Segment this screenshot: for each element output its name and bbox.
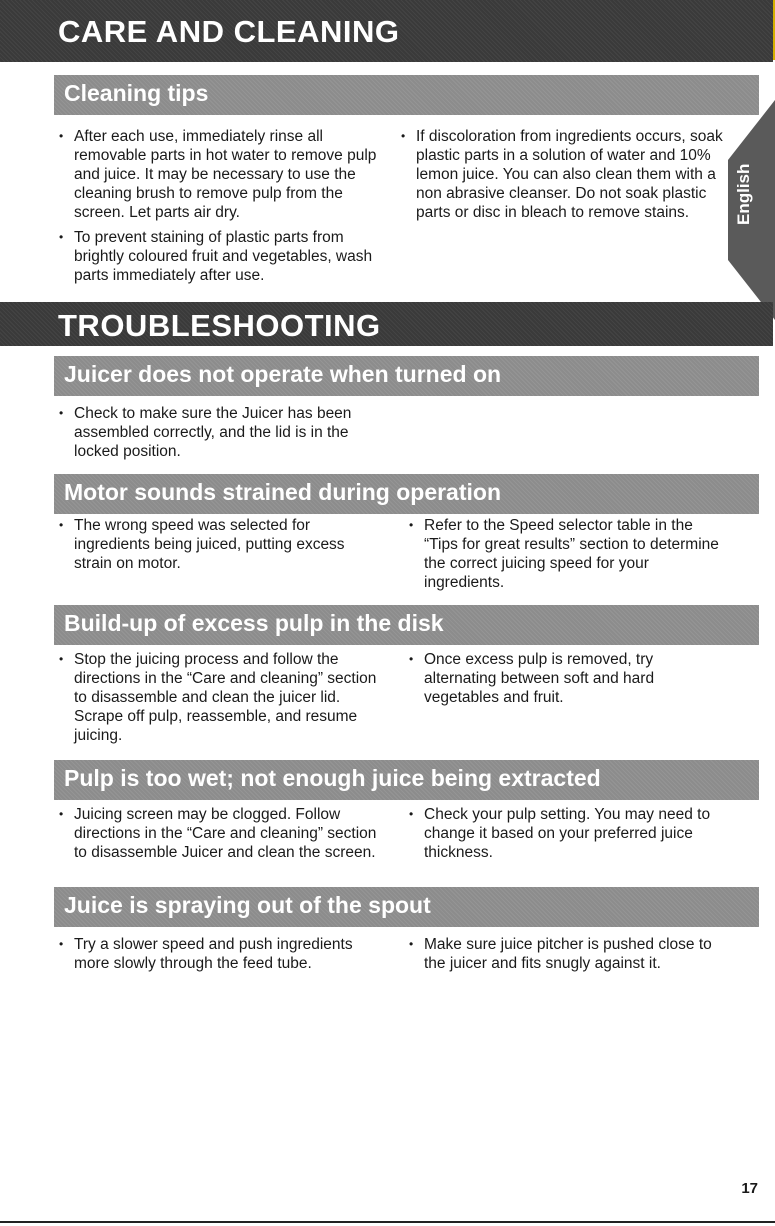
section-right-column — [404, 935, 719, 979]
section-left-column — [54, 516, 384, 579]
language-tab — [728, 100, 775, 320]
list-item: • Try a slower speed and push ingredients more slowly through the feed tube. — [54, 935, 384, 973]
cleaning-tips-title: Cleaning tips — [64, 80, 209, 106]
section-header — [54, 356, 759, 396]
list-item: • To prevent staining of plastic parts from brightly coloured fruit and vegetables, wash parts immediately after use. — [54, 228, 384, 285]
list-item: • Check your pulp setting. You may need to change it based on your preferred juice thickness. — [404, 805, 719, 862]
cleaning-tips-header — [54, 75, 759, 115]
section-header — [54, 605, 759, 645]
section-header — [54, 474, 759, 514]
list-item: • The wrong speed was selected for ingredients being juiced, putting excess strain on motor. — [54, 516, 384, 573]
list-item: • Make sure juice pitcher is pushed close to the juicer and fits snugly against it. — [404, 935, 719, 973]
section-title: Juicer does not operate when turned on — [64, 361, 502, 387]
section-right-column — [404, 516, 719, 598]
section-left-column — [54, 404, 384, 467]
list-item: • Check to make sure the Juicer has been assembled correctly, and the lid is in the locked position. — [54, 404, 384, 461]
page-number: 17 — [741, 1180, 758, 1197]
section-header — [54, 760, 759, 800]
list-item: • Stop the juicing process and follow the directions in the “Care and cleaning” section to disassemble and clean the juicer lid. Scrape off pulp, reassemble, and resume juicing. — [54, 650, 384, 745]
list-item: • If discoloration from ingredients occurs, soak plastic parts in a solution of water and 10% lemon juice. You can also clean them with a non abrasive cleanser. Do not soak plastic parts or disc in bleach to remove stains. — [396, 127, 726, 222]
section-left-column — [54, 650, 384, 751]
section-right-column — [404, 805, 719, 868]
list-item: • Juicing screen may be clogged. Follow directions in the “Care and cleaning” section to disassemble Juicer and clean the screen. — [54, 805, 384, 862]
list-item: • After each use, immediately rinse all removable parts in hot water to remove pulp and juice. It may be necessary to use the cleaning brush to remove pulp from the screen. Let parts air dry. — [54, 127, 384, 222]
section-title: Pulp is too wet; not enough juice being extracted — [64, 765, 601, 791]
list-item: • Once excess pulp is removed, try alternating between soft and hard vegetables and fruit. — [404, 650, 719, 707]
section-title: Motor sounds strained during operation — [64, 479, 501, 505]
footer-rule — [0, 1221, 775, 1223]
troubleshooting-banner — [0, 302, 773, 346]
cleaning-right-column — [396, 127, 726, 228]
list-item: • Refer to the Speed selector table in the “Tips for great results” section to determine the correct juicing speed for your ingredients. — [404, 516, 719, 592]
cleaning-left-column — [54, 127, 384, 291]
language-tab-label: English — [734, 163, 753, 225]
care-banner — [0, 0, 773, 62]
section-left-column — [54, 935, 384, 979]
section-header — [54, 887, 759, 927]
section-title: Juice is spraying out of the spout — [64, 892, 431, 918]
section-title: Build-up of excess pulp in the disk — [64, 610, 444, 636]
section-left-column — [54, 805, 384, 868]
care-banner-title: CARE AND CLEANING — [58, 14, 400, 49]
troubleshooting-banner-title: TROUBLESHOOTING — [58, 308, 381, 343]
section-right-column — [404, 650, 719, 713]
